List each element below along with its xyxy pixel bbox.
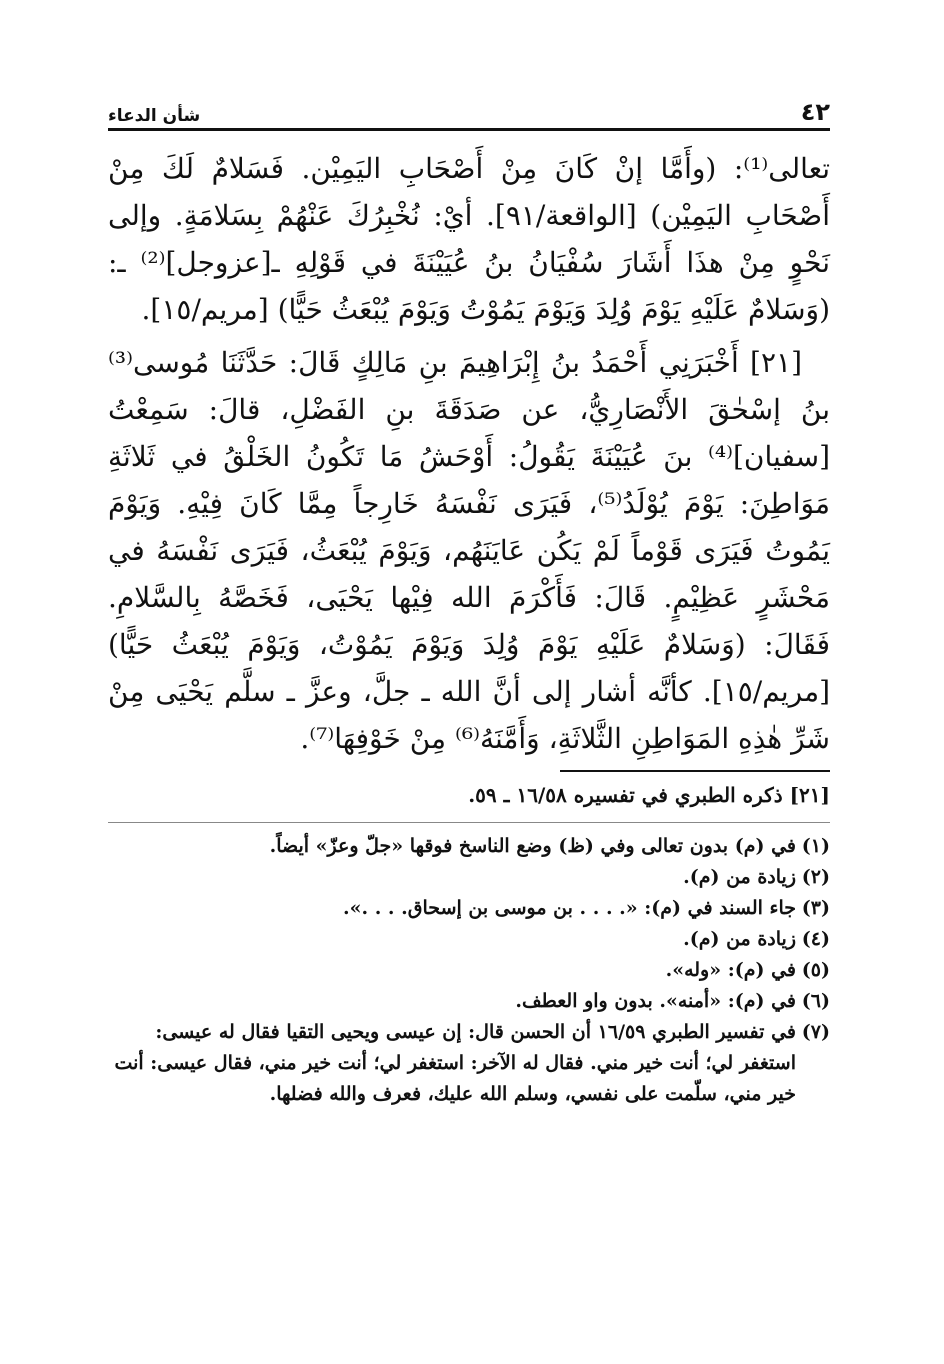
page xyxy=(108,92,830,1110)
footnotes xyxy=(108,831,830,1110)
main-text xyxy=(108,145,830,762)
footnote xyxy=(108,862,830,893)
footnote-number: (٦) xyxy=(801,990,830,1012)
footnote-number: (٥) xyxy=(801,959,830,981)
separator-rule xyxy=(560,770,830,772)
footnote xyxy=(108,924,830,955)
takhrij-note: [٢١] ذكره الطبري في تفسيره ١٦/٥٨ ـ ٥٩. xyxy=(468,783,830,807)
footnote-rule xyxy=(108,822,830,823)
footnote-text: زيادة من (م). xyxy=(683,928,796,950)
footnote-text: في تفسير الطبري ١٦/٥٩ أن الحسن قال: إن عيسى ويحيى التقيا فقال له عيسى: استغفر لي؛ أنت خير مني. فقال له الآخر: استغفر لي؛ أنت خير مني، فقال عيسى: أنت خير مني، سلّمت على نفسي، وسلم الله عليك، فعرف والله فضلها. xyxy=(114,1021,796,1105)
footnote-text: في (م): «وله». xyxy=(665,959,796,981)
footnote-number: (٣) xyxy=(801,897,830,919)
footnote-text: زيادة من (م). xyxy=(683,866,796,888)
footnote-number: (٢) xyxy=(801,866,830,888)
footnote-number: (١) xyxy=(801,835,830,857)
footnote xyxy=(108,831,830,862)
page-number: ٤٢ xyxy=(800,98,830,126)
footnote-text: في (م) بدون تعالى وفي (ظ) وضع الناسخ فوقها «جلّ وعزّ» أيضاً. xyxy=(269,835,796,857)
footnote xyxy=(108,986,830,1017)
page-header xyxy=(108,92,830,131)
footnote-text: في (م): «أمنه». بدون واو العطف. xyxy=(515,990,796,1012)
footnote-number: (٧) xyxy=(801,1021,830,1043)
narration-21: [٢١] أَخْبَرَنِي أَحْمَدُ بنُ إِبْرَاهِيمَ بنِ مَالِكٍ قَالَ: حَدَّثَنَا مُوسى⁽³⁾ بنُ إسْحٰقَ الأَنْصَارِيُّ، عن صَدَقَةَ بنِ الفَضْلِ، قالَ: سَمِعْتُ [سفيان]⁽⁴⁾ بنَ عُيَيْنَةَ يَقُولُ: أَوْحَشُ مَا تَكُونُ الخَلْقُ في ثَلاثَةِ مَوَاطِنَ: يَوْمَ يُوْلَدُ⁽⁵⁾، فَيَرَى نَفْسَهُ خَارِجاً مِمَّا كَانَ فِيْهِ. وَيَوْمَ يَمُوتُ فَيَرَى قَوْماً لَمْ يَكُن عَايَنَهُم، وَيَوْمَ يُبْعَثُ، فَيَرَى نَفْسَهُ في مَحْشَرٍ عَظِيْمٍ. قَالَ: فَأَكْرَمَ الله فِيْها يَحْيَى، فَخَصَّهُ بِالسَّلامِ. فَقَالَ: (وَسَلامٌ عَلَيْهِ يَوْمَ وُلِدَ وَيَوْمَ يَمُوْتُ، وَيَوْمَ يُبْعَثُ حَيًّا) [مريم/١٥]. كأنَّه أشار إلى أنَّ الله ـ جلَّ، وعزَّ ـ سلَّم يَحْيَى مِنْ شَرِّ هٰذِهِ المَوَاطِنِ الثَّلاثَةِ، وَأَمَّنَهُ⁽⁶⁾ مِنْ خَوْفِهَا⁽⁷⁾. xyxy=(108,346,830,755)
footnote xyxy=(108,893,830,924)
footnote-text: جاء السند في (م): «. . . . بن موسى بن إسحاق. . . .». xyxy=(342,897,796,919)
footnote xyxy=(108,1017,830,1110)
footnote-number: (٤) xyxy=(801,928,830,950)
running-title: شأن الدعاء xyxy=(108,106,201,126)
footnote xyxy=(108,955,830,986)
paragraph-continuation: تعالى⁽¹⁾: (وأَمَّا إنْ كَانَ مِنْ أَصْحَابِ اليَمِيْن. فَسَلامٌ لَكَ مِنْ أَصْحَابِ اليَمِيْن) [الواقعة/٩١]. أيْ: نُخْبِرُكَ عَنْهُمْ بِسَلامَةٍ. وإلى نَحْوٍ مِنْ هذَا أَشَارَ سُفْيَانُ بنُ عُيَيْنَةَ في قَوْلِهِ ـ[عزوجل]⁽²⁾ ـ: (وَسَلامٌ عَلَيْهِ يَوْمَ وُلِدَ وَيَوْمَ يَمُوْتُ وَيَوْمَ يُبْعَثُ حَيًّا) [مريم/١٥]. xyxy=(108,152,831,326)
